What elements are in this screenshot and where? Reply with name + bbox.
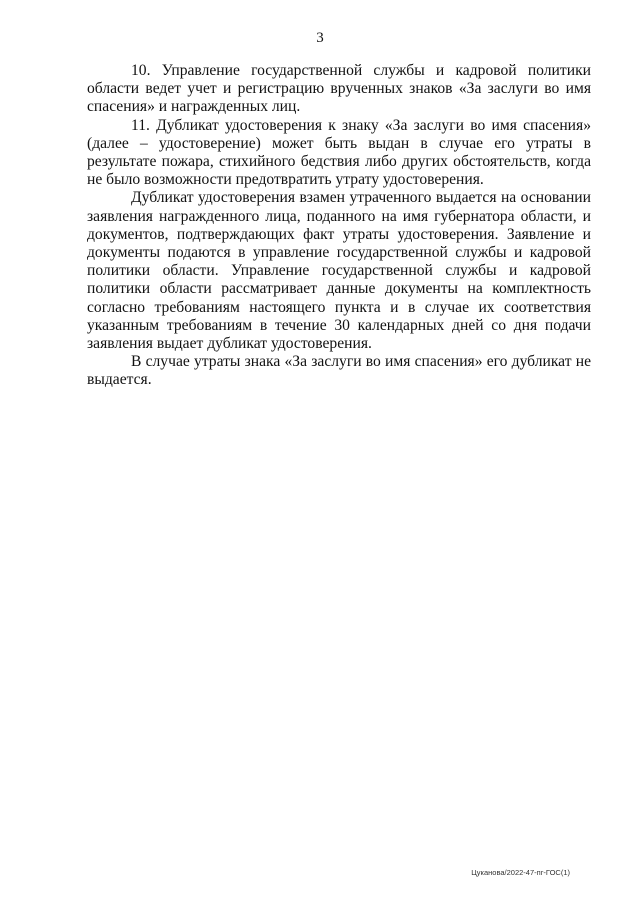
document-code: Цуканова/2022-47-пг-ГОС(1) bbox=[471, 868, 570, 877]
document-body bbox=[87, 62, 591, 390]
page-number: 3 bbox=[316, 30, 324, 46]
paragraph-item-11: 11. Дубликат удостоверения к знаку «За заслуги во имя спасения» (далее – удостоверение) может быть выдан в случае его утраты в результате пожара, стихийного бедствия либо других обстоятельств, когда не было возможности предотвратить утрату удостоверения. bbox=[87, 116, 591, 189]
paragraph-badge-loss: В случае утраты знака «За заслуги во имя спасения» его дубликат не выдается. bbox=[87, 353, 591, 389]
paragraph-duplicate-procedure: Дубликат удостоверения взамен утраченного выдается на основании заявления награжденного лица, поданного на имя губернатора области, и документов, подтверждающих факт утраты удостоверения. Заявление и документы подаются в управление государственной службы и кадровой политики области. Управление государственной службы и кадровой политики области рассматривает данные документы на комплектность согласно требованиям настоящего пункта и в случае их соответствия указанным требованиям в течение 30 календарных дней со дня подачи заявления выдает дубликат удостоверения. bbox=[87, 189, 591, 353]
paragraph-item-10: 10. Управление государственной службы и кадровой политики области ведет учет и регистрацию врученных знаков «За заслуги во имя спасения» и награжденных лиц. bbox=[87, 62, 591, 116]
